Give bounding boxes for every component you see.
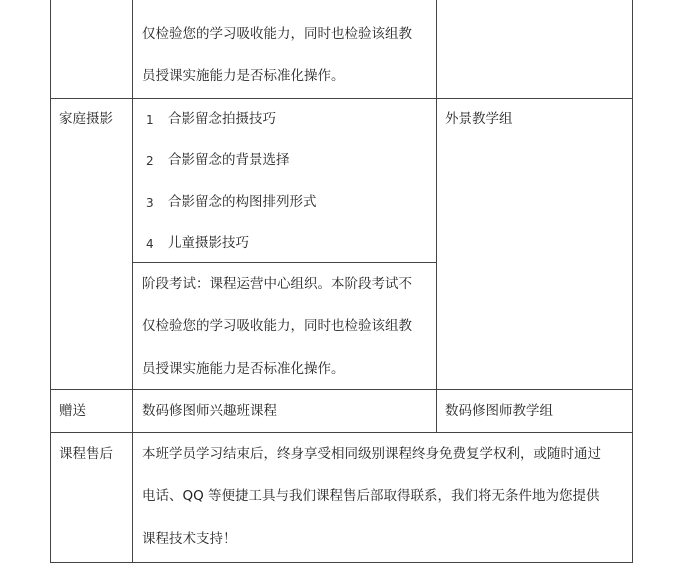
item-number: 1 — [146, 113, 154, 127]
col-divider-2 — [436, 0, 437, 433]
row-label-gift: 赠送 — [59, 403, 86, 419]
list-item: 合影留念的构图排列形式 — [168, 194, 317, 210]
exam-text-line: 阶段考试：课程运营中心组织。本阶段考试不 — [142, 276, 412, 292]
item-number: 3 — [146, 196, 154, 210]
table-border-bottom — [50, 562, 633, 563]
list-item: 儿童摄影技巧 — [168, 235, 249, 251]
col-divider-1 — [132, 0, 133, 563]
item-number: 4 — [146, 237, 154, 251]
exam-text-line: 仅检验您的学习吸收能力，同时也检验该组教 — [142, 26, 412, 42]
exam-text-line: 员授课实施能力是否标准化操作。 — [142, 361, 345, 377]
table-border-right — [632, 0, 633, 563]
after-sales-line: 课程技术支持！ — [142, 531, 237, 547]
teaching-group: 数码修图师教学组 — [445, 403, 553, 419]
row-divider-2 — [50, 389, 633, 390]
list-item: 合影留念的背景选择 — [168, 152, 290, 168]
gift-course: 数码修图师兴趣班课程 — [142, 403, 277, 419]
exam-text-line: 员授课实施能力是否标准化操作。 — [142, 68, 345, 84]
list-item: 合影留念拍摄技巧 — [168, 111, 276, 127]
after-sales-line: 电话、QQ 等便捷工具与我们课程售后部取得联系，我们将无条件地为您提供 — [142, 488, 600, 504]
teaching-group: 外景教学组 — [445, 111, 513, 127]
row-divider-3 — [50, 432, 633, 433]
table-border-left — [50, 0, 51, 563]
subrow-divider — [132, 262, 437, 263]
row-label-family: 家庭摄影 — [59, 111, 113, 127]
after-sales-line: 本班学员学习结束后，终身享受相同级别课程终身免费复学权利，或随时通过 — [142, 446, 601, 462]
exam-text-line: 仅检验您的学习吸收能力，同时也检验该组教 — [142, 318, 412, 334]
item-number: 2 — [146, 154, 154, 168]
row-divider-1 — [50, 98, 633, 99]
row-label-after-sales: 课程售后 — [59, 446, 113, 462]
